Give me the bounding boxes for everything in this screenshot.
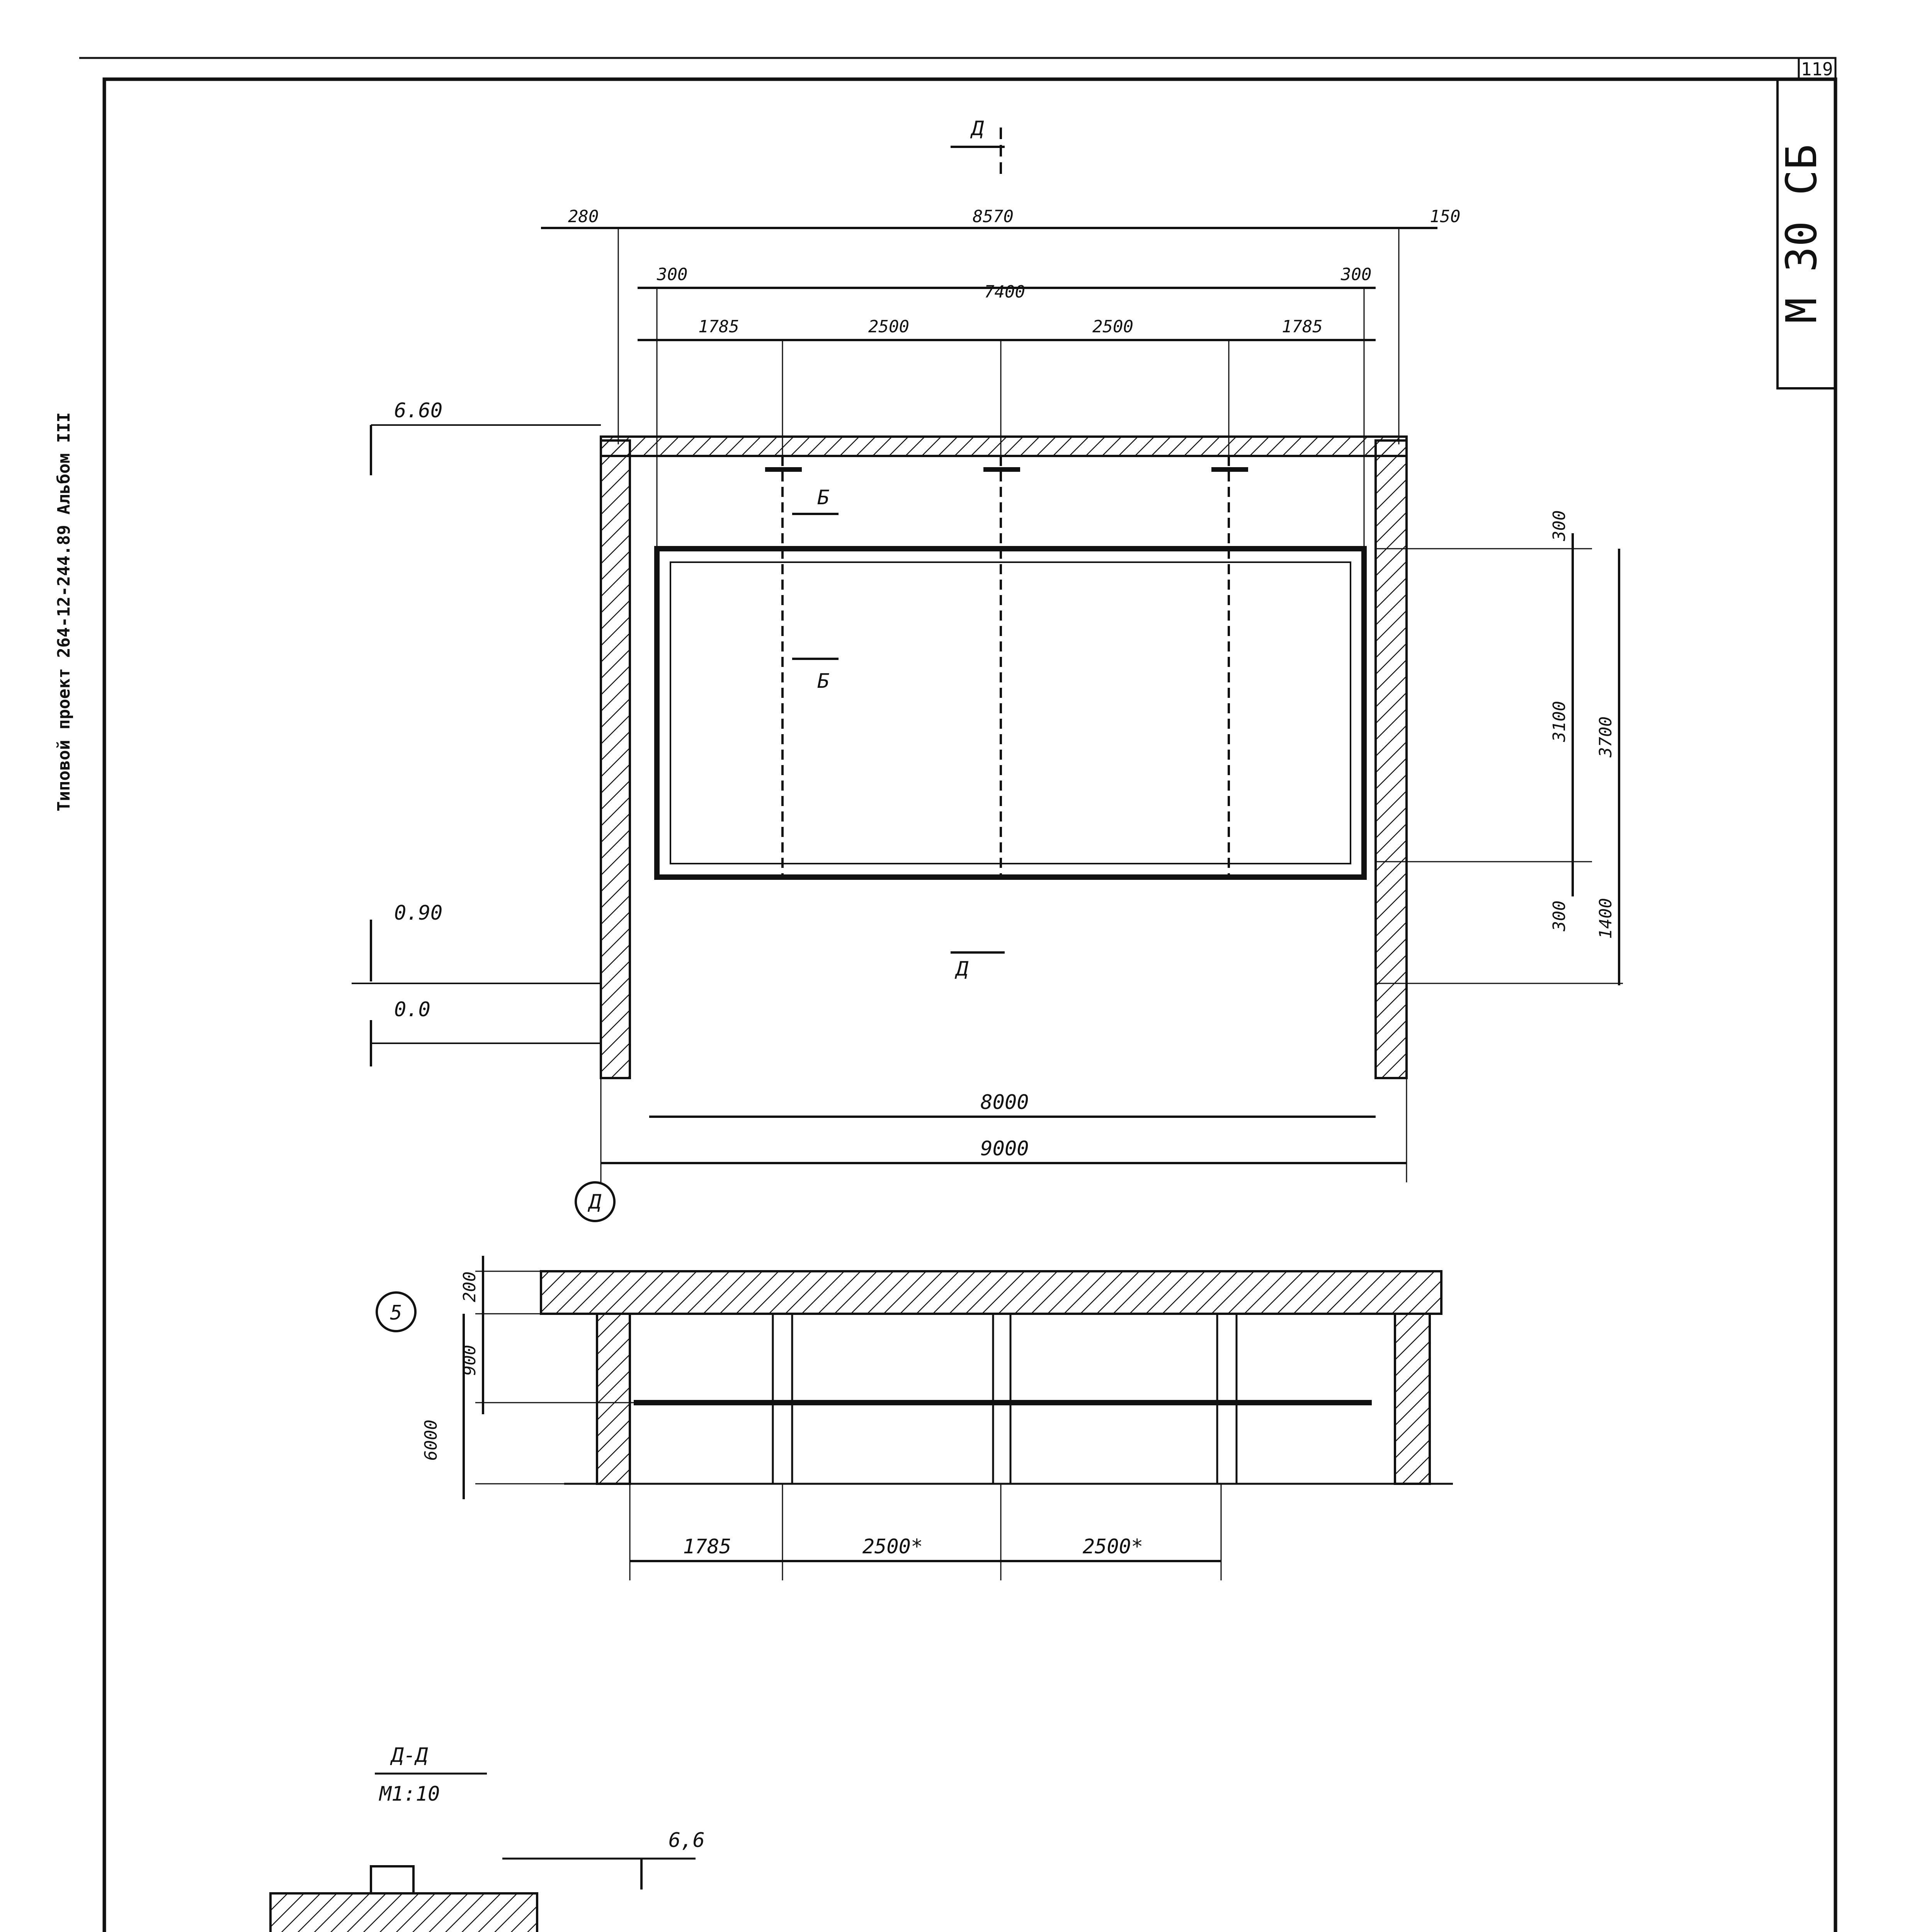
plan-right-wall xyxy=(1395,1314,1430,1484)
svg-text:8000: 8000 xyxy=(980,1091,1029,1114)
svg-text:119: 119 xyxy=(1801,59,1833,80)
left-wall xyxy=(601,440,630,1078)
svg-text:300: 300 xyxy=(1550,510,1569,541)
svg-text:0.0: 0.0 xyxy=(394,998,430,1021)
project-vertical-text: Типовой проект 264-12-244.89 Альбом III xyxy=(54,412,74,811)
plan-view xyxy=(377,1256,1453,1580)
svg-text:2500: 2500 xyxy=(1092,317,1133,337)
svg-text:2500: 2500 xyxy=(868,317,909,337)
svg-text:280: 280 xyxy=(568,207,599,226)
svg-text:150: 150 xyxy=(1430,207,1461,226)
svg-text:Д: Д xyxy=(971,117,984,140)
svg-text:1400: 1400 xyxy=(1596,898,1616,939)
svg-text:Д-Д: Д-Д xyxy=(391,1744,428,1767)
svg-text:200: 200 xyxy=(460,1271,480,1302)
right-wall xyxy=(1376,440,1407,1078)
plan-top-slab xyxy=(541,1271,1441,1314)
svg-text:7400: 7400 xyxy=(984,282,1025,302)
plan-hangers xyxy=(773,1314,1237,1484)
svg-text:Б: Б xyxy=(817,670,830,693)
section-view xyxy=(270,1774,696,1932)
svg-text:3700: 3700 xyxy=(1596,716,1616,757)
svg-text:6.60: 6.60 xyxy=(394,399,443,422)
screen-inner xyxy=(670,562,1351,864)
svg-text:8570: 8570 xyxy=(973,207,1014,226)
svg-text:1785: 1785 xyxy=(698,317,739,337)
svg-text:Д: Д xyxy=(956,957,968,981)
svg-text:0.90: 0.90 xyxy=(394,901,443,925)
svg-text:2500*: 2500* xyxy=(1082,1535,1143,1558)
svg-text:Б: Б xyxy=(817,486,830,509)
svg-text:М1:10: М1:10 xyxy=(379,1782,440,1806)
screen-frame xyxy=(657,549,1364,877)
svg-text:6,6: 6,6 xyxy=(668,1829,705,1852)
svg-text:9000: 9000 xyxy=(980,1137,1029,1160)
ceiling-slab xyxy=(601,437,1407,456)
drawing-code-corner xyxy=(1777,79,1835,388)
svg-text:Д: Д xyxy=(589,1190,601,1214)
svg-text:2500*: 2500* xyxy=(862,1535,923,1558)
elevation-labels xyxy=(394,117,1616,1214)
svg-text:М 30 СБ: М 30 СБ xyxy=(1777,144,1826,323)
svg-text:5: 5 xyxy=(390,1301,402,1325)
hangers xyxy=(765,456,1248,877)
sheet-number-box xyxy=(1799,58,1835,80)
svg-text:900: 900 xyxy=(460,1345,480,1376)
svg-text:6000: 6000 xyxy=(421,1420,441,1461)
svg-text:3100: 3100 xyxy=(1550,701,1569,742)
section-bolt-head xyxy=(371,1866,413,1893)
svg-text:300: 300 xyxy=(1550,900,1569,931)
svg-text:1785: 1785 xyxy=(1282,317,1323,337)
svg-text:300: 300 xyxy=(657,265,688,284)
plan-left-wall xyxy=(597,1314,630,1484)
svg-text:1785: 1785 xyxy=(683,1535,731,1558)
section-beam xyxy=(270,1893,537,1932)
svg-text:300: 300 xyxy=(1341,265,1372,284)
